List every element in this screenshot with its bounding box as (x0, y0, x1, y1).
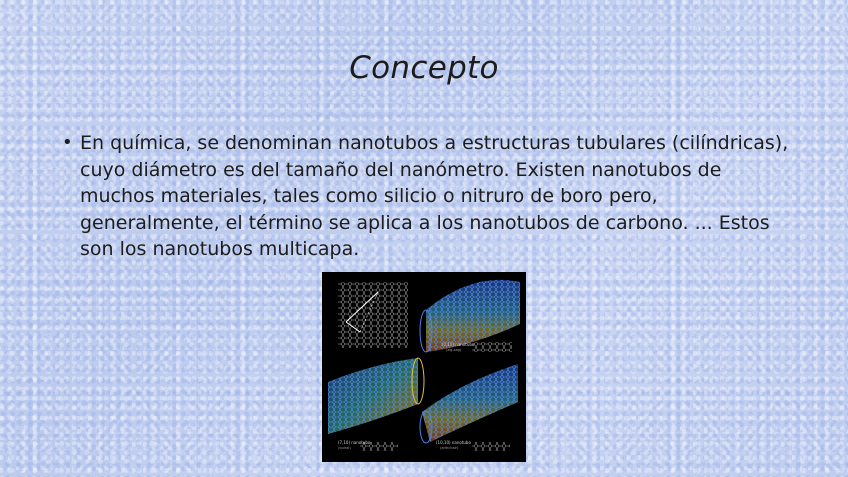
nanotube-figure (322, 272, 526, 462)
label-bottom-left-sub: (quiral) (338, 446, 351, 450)
nanotube-zigzag (420, 280, 520, 352)
label-bottom-right-sub: (armchair) (440, 446, 459, 450)
label-top-right: (0,10) nanotubo (442, 342, 475, 347)
nanotube-chiral (328, 358, 424, 451)
label-bottom-right: (10,10) nanotubo (436, 440, 471, 445)
slide-title: Concepto (349, 50, 499, 86)
bullet-icon: • (62, 132, 73, 153)
label-bottom-left: (7,10) nanotubo (338, 440, 371, 445)
nanotube-armchair (420, 364, 518, 451)
bullet-item (62, 130, 802, 263)
bullet-text: En química, se denominan nanotubos a estructuras tubulares (cilíndricas), cuyo diámetro es del tamaño del nanómetro. Existen nanotubos de muchos materiales, tales como silicio o nitruro de boro pero, generalmente, el término se aplica a los nanotubos de carbono. ... Estos son los nanotubos multicapa. (80, 132, 789, 260)
label-top-right-sub: (zig-zag) (446, 348, 462, 352)
graphene-lattice (338, 282, 408, 348)
